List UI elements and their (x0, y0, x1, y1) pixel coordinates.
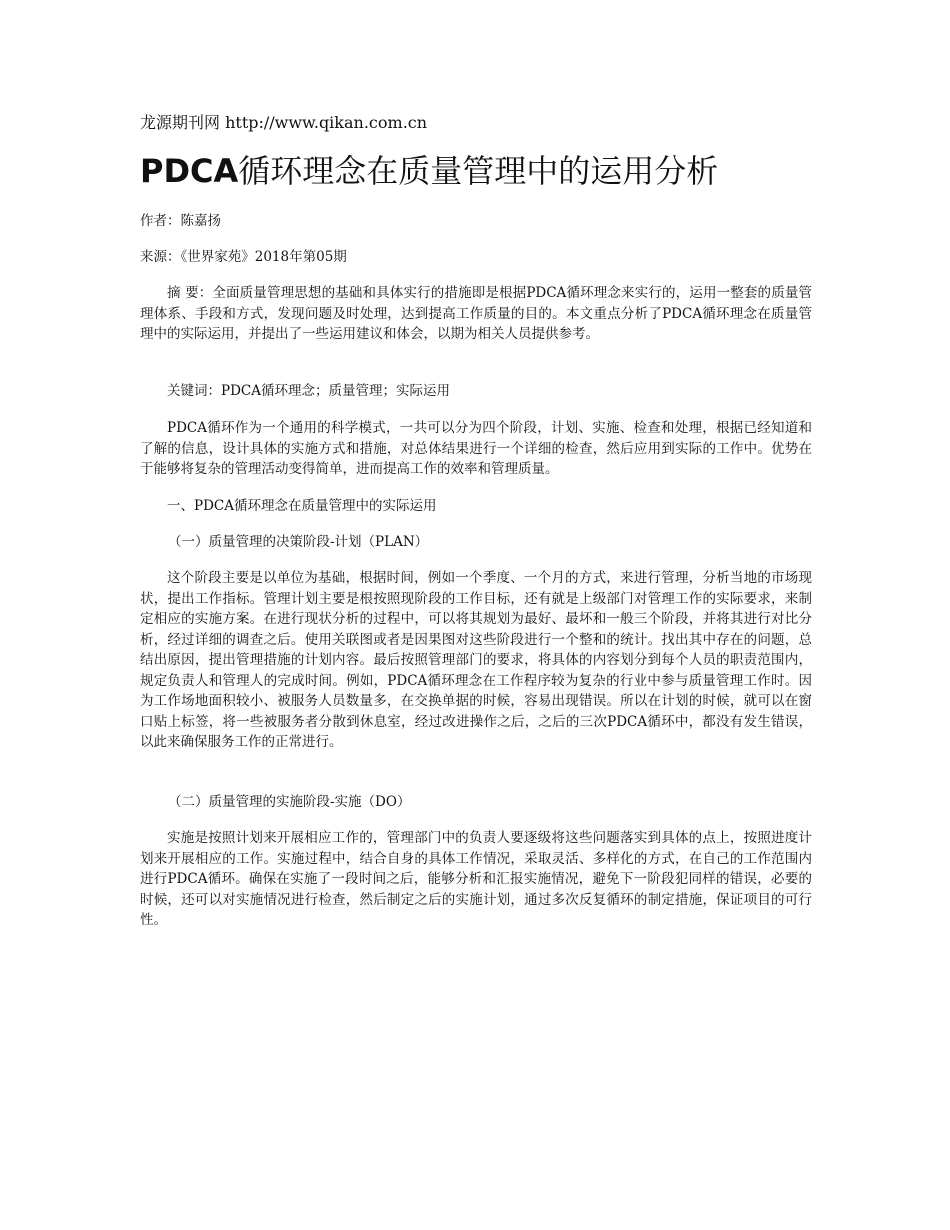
article-author: 作者：陈嘉扬 (140, 213, 221, 229)
article-source: 来源：《世界家苑》2018年第05期 (140, 249, 347, 265)
article-intro: PDCA循环作为一个通用的科学模式，一共可以分为四个阶段，计划、实施、检查和处理，根据已经知道和了解的信息，设计具体的实施方式和措施，对总体结果进行一个详细的检查，然后应用到实际的工作中。优势在于能够将复杂的管理活动变得简单，进而提高工作的效率和管理质量。 (140, 420, 812, 477)
article-title-latin: PDCA (140, 152, 239, 190)
subsection-1-heading: （一）质量管理的决策阶段-计划（PLAN） (168, 534, 429, 550)
subsection-2-body: 实施是按照计划来开展相应工作的，管理部门中的负责人要逐级将这些问题落实到具体的点上，按照进度计划来开展相应的工作。实施过程中，结合自身的具体工作情况，采取灵活、多样化的方式，在自己的工作范围内进行PDCA循环。确保在实施了一段时间之后，能够分析和汇报实施情况，避免下一阶段犯同样的错误，必要的时候，还可以对实施情况进行检查，然后制定之后的实施计划，通过多次反复循环的制定措施，保证项目的可行性。 (140, 830, 812, 928)
article-abstract: 摘 要：全面质量管理思想的基础和具体实行的措施即是根据PDCA循环理念来实行的，运用一整套的质量管理体系、手段和方式，发现问题及时处理，达到提高工作质量的目的。本文重点分析了PDCA循环理念在质量管理中的实际运用，并提出了一些运用建议和体会，以期为相关人员提供参考。 (140, 285, 812, 342)
article-title-rest: 循环理念在质量管理中的运用分析 (238, 152, 719, 190)
subsection-2-heading: （二）质量管理的实施阶段-实施（DO） (168, 794, 411, 810)
subsection-1-body: 这个阶段主要是以单位为基础，根据时间，例如一个季度、一个月的方式，来进行管理，分析当地的市场现状，提出工作指标。管理计划主要是根按照现阶段的工作目标，还有就是上级部门对管理工作的实际要求，来制定相应的实施方案。在进行现状分析的过程中，可以将其规划为最好、最坏和一般三个阶段，并将其进行对比分析，经过详细的调查之后。使用关联图或者是因果图对这些阶段进行一个整和的统计。找出其中存在的问题，总结出原因，提出管理措施的计划内容。最后按照管理部门的要求，将具体的内容划分到每个人员的职责范围内，规定负责人和管理人的完成时间。例如，PDCA循环理念在工作程序较为复杂的行业中参与质量管理工作时。因为工作场地面积较小、被服务人员数量多，在交换单据的时候，容易出现错误。所以在计划的时候，就可以在窗口贴上标签，将一些被服务者分散到休息室，经过改进操作之后，之后的三次PDCA循环中，都没有发生错误，以此来确保服务工作的正常进行。 (140, 570, 812, 750)
site-header: 龙源期刊网 http://www.qikan.com.cn (140, 113, 428, 132)
article-keywords: 关键词：PDCA循环理念；质量管理；实际运用 (167, 383, 450, 399)
section-1-heading: 一、PDCA循环理念在质量管理中的实际运用 (167, 498, 437, 514)
article-title (140, 150, 718, 192)
